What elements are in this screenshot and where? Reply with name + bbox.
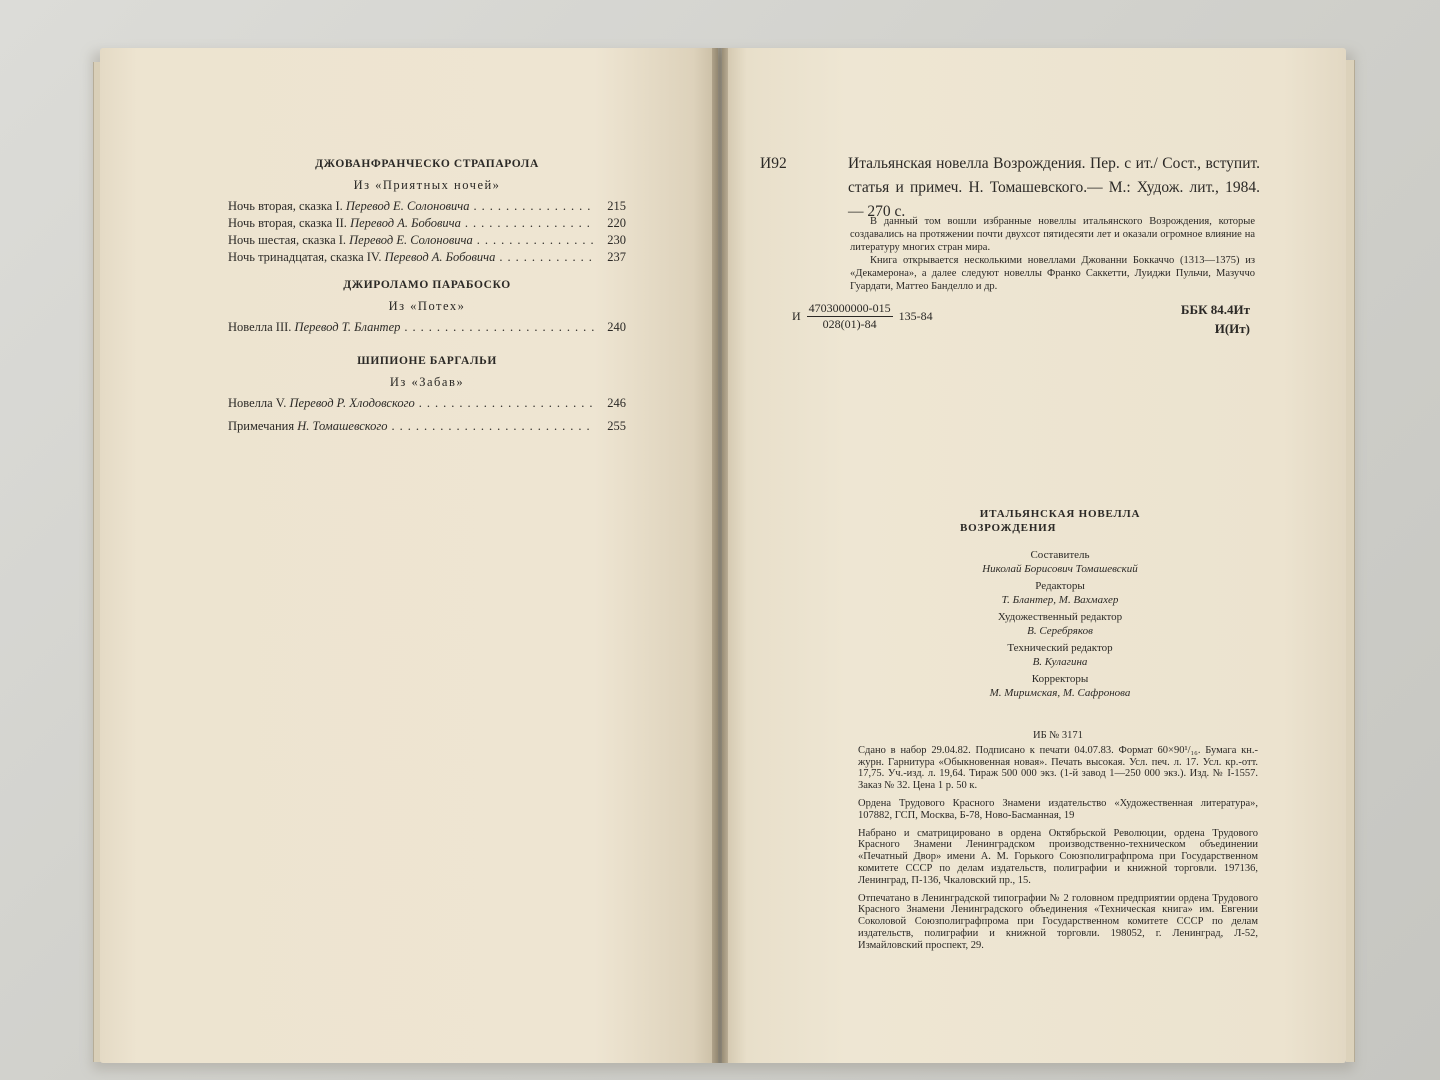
toc-leader-dots <box>499 250 594 265</box>
catalog-formula-prefix: И <box>792 309 801 323</box>
toc-item-title: Ночь вторая, сказка II. <box>228 216 347 230</box>
catalog-numerator: 4703000000-015 <box>808 301 891 315</box>
credit-role: Технический редактор <box>1007 642 1113 654</box>
credit-name: В. Серебряков <box>1027 624 1093 637</box>
credit-name: В. Кулагина <box>1032 655 1088 668</box>
toc-item-translator: Перевод Е. Солоновича <box>349 233 473 247</box>
toc-item-title: Новелла III. <box>228 320 292 334</box>
matrix-printer-info: Набрано и сматрицировано в ордена Октябрьской Революции, ордена Трудового Красного Знамени Ленинградском производственно-техническом объединении «Печатный Двор» имени А. М. Горького Союзполиграфпрома при Государственном комитете СССР по делам издательств, полиграфии и книжной торговли. 197136, Ленинград, П-136, Чкаловский пр., 15. <box>858 827 1258 886</box>
toc-page-number: 215 <box>607 199 626 213</box>
toc-row <box>228 199 626 216</box>
book-gutter <box>712 48 728 1063</box>
toc-page-number: 220 <box>607 216 626 230</box>
print-details: Сдано в набор 29.04.82. Подписано к печати 04.07.83. Формат 60×90¹/₁₆. Бумага кн.-журн. Гарнитура «Обыкновенная новая». Печать высокая. Усл. печ. л. 17. Усл. кр.-отт. 17,75. Уч.-изд. л. 19,64. Тираж 500 000 экз. (1-й завод 1—250 000 экз.). Изд. № I-1557. Заказ № 32. Цена 1 р. 50 к. <box>858 744 1258 792</box>
toc-row <box>228 216 626 233</box>
toc-leader-dots <box>465 216 594 231</box>
toc-item-title: Ночь вторая, сказка I. <box>228 199 343 213</box>
toc-section-3 <box>228 355 626 413</box>
toc-source: Из «Потех» <box>388 299 466 313</box>
toc-section-2 <box>228 279 626 337</box>
toc-item-translator: Перевод Е. Солоновича <box>345 199 470 213</box>
catalog-fraction <box>807 301 893 332</box>
toc-row <box>228 396 626 413</box>
credit-name: Николай Борисович Томашевский <box>982 562 1138 575</box>
credit-name: М. Миримская, М. Сафронова <box>989 686 1131 699</box>
annotation-paragraph: В данный том вошли избранные новеллы итальянского Возрождения, которые создавались на протяжении почти двухсот пятидесяти лет и оказали огромное влияние на литературу многих стран мира. <box>850 216 1255 253</box>
toc-item-title: Новелла V. <box>228 396 287 410</box>
toc-page-number: 255 <box>607 419 626 433</box>
toc-page-number: 246 <box>607 396 626 410</box>
toc-source: Из «Забав» <box>389 375 465 389</box>
book-title-line: ВОЗРОЖДЕНИЯ <box>960 521 1057 534</box>
book-title <box>860 508 1260 535</box>
credit-role: Составитель <box>1030 549 1090 561</box>
catalog-formula <box>792 301 933 332</box>
toc-page-number: 230 <box>607 233 626 247</box>
toc-section-1 <box>228 158 626 267</box>
toc-item-translator: Перевод А. Бобовича <box>350 216 461 230</box>
toc-leader-dots <box>419 396 594 411</box>
toc-leader-dots <box>404 320 594 335</box>
printer-info: Отпечатано в Ленинградской типографии № 2 головном предприятии ордена Трудового Красного Знамени Ленинградского объединения «Техническая книга» им. Евгении Соколовой Союзполиграфпрома при Государственном комитете СССР по делам издательств, полиграфии и книжной торговли. 198052, г. Ленинград, Л-52, Измайловский проспект, 29. <box>858 892 1258 951</box>
credit-name: Т. Блантер, М. Вахмахер <box>1001 593 1119 606</box>
toc-leader-dots <box>474 199 595 214</box>
bbk-classification <box>1158 300 1250 338</box>
toc-author: ДЖОВАНФРАНЧЕСКО СТРАПАРОЛА <box>315 158 539 170</box>
bibliographic-description: Итальянская новелла Возрождения. Пер. с ит./ Сост., вступит. статья и примеч. Н. Томашевского.— М.: Худож. лит., 1984. — 270 с. <box>848 155 1260 220</box>
credit-role: Редакторы <box>1035 580 1085 592</box>
page-edge-right <box>1346 60 1355 1062</box>
toc-item-title: Примечания <box>228 419 295 433</box>
toc-row-notes <box>228 419 626 436</box>
ib-number: ИБ № 3171 <box>1033 730 1083 741</box>
toc-row <box>228 320 626 337</box>
toc-item-title: Ночь шестая, сказка I. <box>228 233 347 247</box>
publisher-info: Ордена Трудового Красного Знамени издательство «Художественная литература», 107882, ГСП, Москва, Б-78, Ново-Басманная, 19 <box>858 797 1258 821</box>
toc-author: ШИПИОНЕ БАРГАЛЬИ <box>357 355 497 367</box>
toc-item-translator: Перевод Т. Блантер <box>294 320 401 334</box>
credit-role: Корректоры <box>1031 673 1089 685</box>
bibliographic-record <box>760 152 1260 224</box>
toc-row <box>228 233 626 250</box>
bbk-index: И(Ит) <box>1214 321 1250 336</box>
book-title-line: ИТАЛЬЯНСКАЯ НОВЕЛЛА <box>979 508 1141 520</box>
toc-item-translator: Перевод Р. Хлодовского <box>289 396 415 410</box>
catalog-code: И92 <box>760 155 787 172</box>
credits-block <box>860 508 1260 700</box>
toc-leader-dots <box>392 419 594 434</box>
toc-row <box>228 250 626 267</box>
toc-leader-dots <box>477 233 594 248</box>
toc-source: Из «Приятных ночей» <box>353 178 501 192</box>
toc-author: ДЖИРОЛАМО ПАРАБОСКО <box>343 279 511 291</box>
credit-role: Художественный редактор <box>997 611 1123 623</box>
bbk-code: ББК 84.4Ит <box>1180 302 1250 317</box>
toc-page-number: 237 <box>607 250 626 264</box>
toc-item-translator: Н. Томашевского <box>297 419 388 433</box>
catalog-denominator: 028(01)-84 <box>822 317 877 331</box>
catalog-formula-suffix: 135-84 <box>898 309 933 323</box>
table-of-contents <box>228 158 626 436</box>
toc-item-title: Ночь тринадцатая, сказка IV. <box>228 250 382 264</box>
annotation <box>850 215 1255 293</box>
toc-page-number: 240 <box>607 320 626 334</box>
imprint-block <box>858 730 1258 958</box>
annotation-paragraph: Книга открывается несколькими новеллами Джованни Боккаччо (1313—1375) из «Декамерона», а далее следуют новеллы Франко Саккетти, Луиджи Пульчи, Мазуччо Гуардати, Маттео Банделло и др. <box>850 255 1255 292</box>
toc-item-translator: Перевод А. Бобовича <box>384 250 496 264</box>
